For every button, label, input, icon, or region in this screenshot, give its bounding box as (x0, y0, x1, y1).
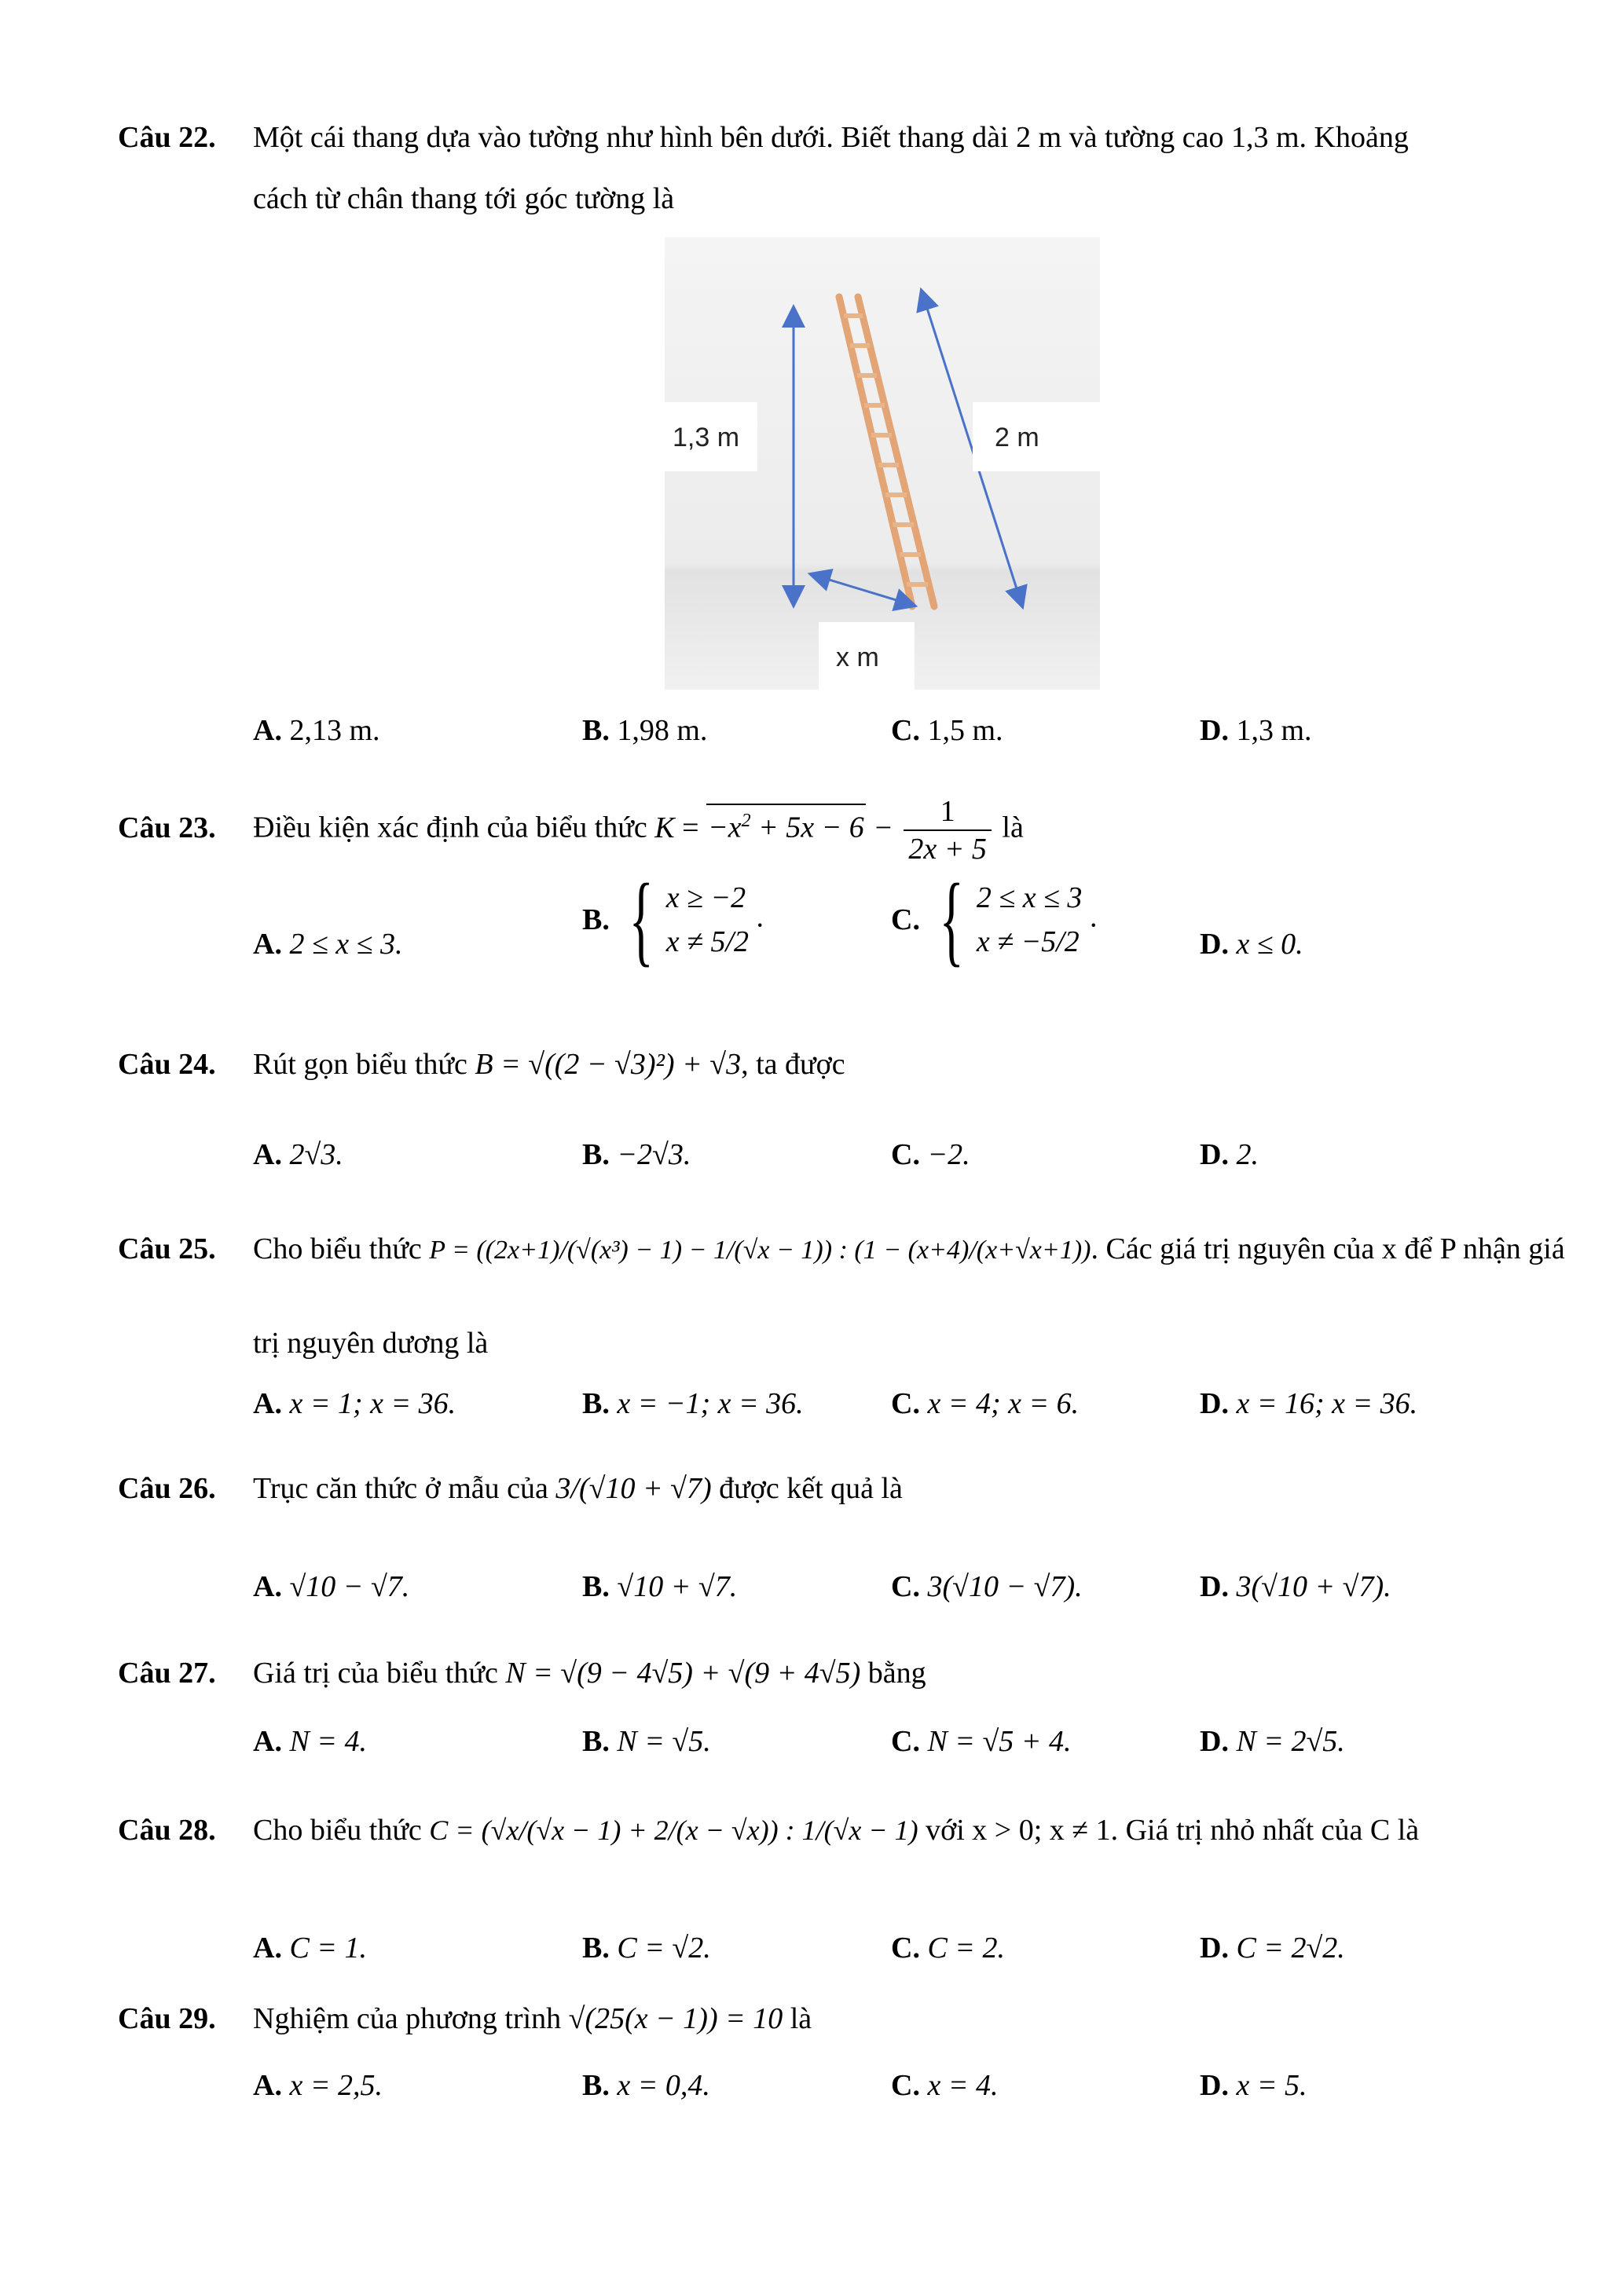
option-d[interactable]: D. 2. (1200, 1138, 1259, 1171)
option-d[interactable]: D. C = 2√2. (1200, 1932, 1345, 1965)
question-22-line2: cách từ chân thang tới góc tường là (253, 182, 675, 215)
option-b[interactable]: B. C = √2. (582, 1932, 711, 1965)
option-c[interactable]: C. 3(√10 − √7). (891, 1570, 1083, 1603)
question-27: Câu 27. Giá trị của biểu thức N = √(9 − 4√5) + √(9 + 4√5) bằng (118, 1657, 926, 1690)
question-expression: P = ((2x+1)/(√(x³) − 1) − 1/(√x − 1)) : (1 − (x+4)/(x+√x+1)) (429, 1236, 1091, 1265)
ladder-figure (665, 237, 1100, 690)
option-d[interactable]: D. x = 16; x = 36. (1200, 1387, 1418, 1420)
option-a[interactable]: A. x = 1; x = 36. (253, 1387, 456, 1420)
option-a[interactable]: A. √10 − √7. (253, 1570, 410, 1603)
option-b[interactable]: B. N = √5. (582, 1725, 711, 1758)
option-d[interactable]: D. 1,3 m. (1200, 714, 1312, 747)
option-b[interactable]: B. √10 + √7. (582, 1570, 738, 1603)
option-c[interactable]: C. 1,5 m. (891, 714, 1003, 747)
option-d[interactable]: D. N = 2√5. (1200, 1725, 1345, 1758)
question-expression: 3/(√10 + √7) (555, 1472, 712, 1505)
question-expression: C = (√x/(√x − 1) + 2/(x − √x)) : 1/(√x − 1) (429, 1814, 918, 1846)
option-a[interactable]: A. x = 2,5. (253, 2069, 383, 2102)
question-23: Câu 23. Điều kiện xác định của biểu thức $K = -x^2 + 5x - 6$ − $\frac{1}{2x + 5}$ là (118, 795, 1024, 866)
option-a[interactable]: A. C = 1. (253, 1932, 367, 1965)
question-25-line2: trị nguyên dương là (253, 1327, 489, 1360)
option-b[interactable]: B. 1,98 m. (582, 714, 708, 747)
option-c[interactable]: C. −2. (891, 1138, 970, 1171)
option-c[interactable]: C. x = 4. (891, 2069, 999, 2102)
option-c[interactable]: C. N = √5 + 4. (891, 1725, 1072, 1758)
option-a[interactable]: A. 2√3. (253, 1138, 343, 1171)
question-expression: $K = -x^2 + 5x - 6$ − $\frac{1}{2x + 5}$ (654, 811, 995, 844)
question-expression: B = √((2 − √3)²) + √3 (475, 1048, 742, 1081)
option-b[interactable]: B. { x ≥ −2 x ≠ 5/2 . (582, 863, 764, 976)
question-26: Câu 26. Trục căn thức ở mẫu của 3/(√10 + √7) được kết quả là (118, 1472, 903, 1505)
option-d[interactable]: D. x = 5. (1200, 2069, 1307, 2102)
option-d[interactable]: D. 3(√10 + √7). (1200, 1570, 1391, 1603)
question-22 (118, 114, 1409, 161)
question-label: Câu 22. (118, 121, 216, 154)
question-24: Câu 24. Rút gọn biểu thức B = √((2 − √3)²) + √3, ta được (118, 1048, 845, 1081)
question-text: Một cái thang dựa vào tường như hình bên dưới. Biết thang dài 2 m và tường cao 1,3 m. Khoảng (253, 121, 1409, 154)
question-expression: N = √(9 − 4√5) + √(9 + 4√5) (505, 1657, 861, 1690)
base-distance-label: x m (836, 643, 879, 672)
option-c[interactable]: C. { 2 ≤ x ≤ 3 x ≠ −5/2 . (891, 863, 1098, 976)
question-25: Câu 25. Cho biểu thức P = ((2x+1)/(√(x³) − 1) − 1/(√x − 1)) : (1 − (x+4)/(x+√x+1)). Các giá trị nguyên của x để P nhận giá (118, 1232, 1565, 1265)
option-b[interactable]: B. x = 0,4. (582, 2069, 710, 2102)
option-a[interactable]: A. 2 ≤ x ≤ 3. (253, 928, 403, 961)
question-expression: √(25(x − 1)) = 10 (568, 2002, 783, 2035)
option-d[interactable]: D. x ≤ 0. (1200, 928, 1303, 961)
question-29: Câu 29. Nghiệm của phương trình √(25(x − 1)) = 10 là (118, 2002, 812, 2035)
ladder-length-label: 2 m (995, 423, 1039, 452)
option-b[interactable]: B. x = −1; x = 36. (582, 1387, 804, 1420)
option-c[interactable]: C. C = 2. (891, 1932, 1005, 1965)
option-c[interactable]: C. x = 4; x = 6. (891, 1387, 1080, 1420)
wall-height-label: 1,3 m (673, 423, 740, 452)
question-28: Câu 28. Cho biểu thức C = (√x/(√x − 1) + 2/(x − √x)) : 1/(√x − 1) với x > 0; x ≠ 1. Giá trị nhỏ nhất của C là (118, 1814, 1420, 1847)
option-a[interactable]: A. N = 4. (253, 1725, 367, 1758)
option-a[interactable]: A. 2,13 m. (253, 714, 380, 747)
option-b[interactable]: B. −2√3. (582, 1138, 691, 1171)
